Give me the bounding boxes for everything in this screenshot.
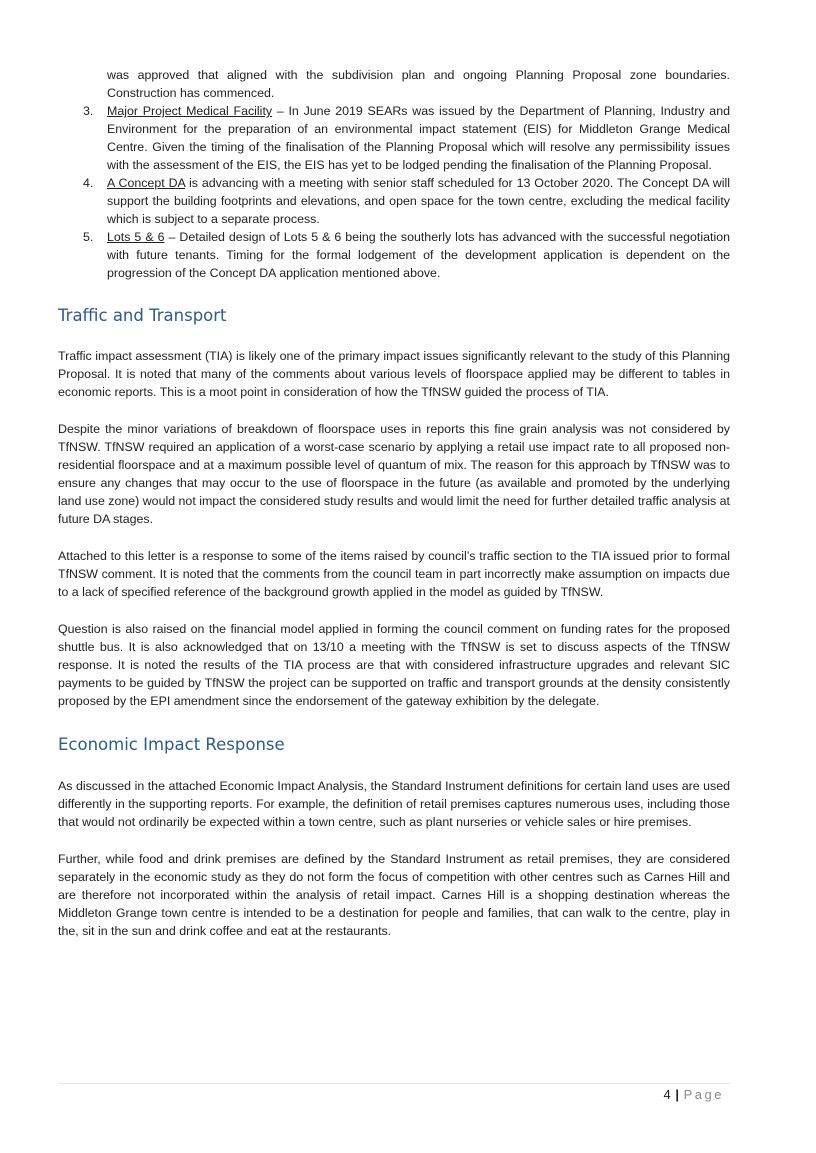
list-item-title: A Concept DA xyxy=(107,176,186,190)
traffic-heading: Traffic and Transport xyxy=(58,306,227,325)
traffic-paragraph: Traffic impact assessment (TIA) is likely one of the primary impact issues significantly relevant to the study of this Planning Proposal. It is noted that many of the comments about various levels of floorspace applied may be different to tables in economic reports. This is a moot point in consideration of how the TfNSW guided the process of TIA. xyxy=(58,349,730,399)
document-page xyxy=(58,66,730,940)
economic-heading: Economic Impact Response xyxy=(58,735,285,754)
list-item-text: – Detailed design of Lots 5 & 6 being the southerly lots has advanced with the successful negotiation with future tenants. Timing for the formal lodgement of the development application is dependent on the progression of the Concept DA application mentioned above. xyxy=(107,230,730,280)
list-item-text: – In June 2019 SEARs was issued by the Department of Planning, Industry and Environment for the preparation of an environmental impact statement (EIS) for Middleton Grange Medical Centre. Given the timing of the finalisation of the Planning Proposal which will resolve any permissibility issues with the assessment of the EIS, the EIS has yet to be lodged pending the finalisation of the Planning Proposal. xyxy=(107,104,730,172)
list-item xyxy=(58,102,730,174)
list-number: 5. xyxy=(83,230,94,244)
page-number: 4 xyxy=(663,1087,672,1102)
economic-paragraph: Further, while food and drink premises are defined by the Standard Instrument as retail premises, they are considered separately in the economic study as they do not form the focus of competition with other centres such as Carnes Hill and are therefore not incorporated within the analysis of retail impact. Carnes Hill is a shopping destination whereas the Middleton Grange town centre is intended to be a destination for people and families, that can walk to the centre, play in the, sit in the sun and drink coffee and eat at the restaurants. xyxy=(58,852,730,938)
list-number: 3. xyxy=(83,104,94,118)
traffic-paragraph: Despite the minor variations of breakdown of floorspace uses in reports this fine grain analysis was not considered by TfNSW. TfNSW required an application of a worst-case scenario by applying a retail use impact rate to all proposed non-residential floorspace and at a maximum possible level of quantum of mix. The reason for this approach by TfNSW was to ensure any changes that may occur to the use of floorspace in the future (as available and promoted by the underlying land use zone) would not impact the considered study results and would limit the need for further detailed traffic analysis at future DA stages. xyxy=(58,422,730,526)
list-item-title: Lots 5 & 6 xyxy=(107,230,165,244)
list-item xyxy=(58,228,730,282)
list-item xyxy=(58,174,730,228)
list-number: 4. xyxy=(83,176,94,190)
continuation-text: was approved that aligned with the subdivision plan and ongoing Planning Proposal zone boundaries. Construction has commenced. xyxy=(107,68,730,100)
page-label: Page xyxy=(683,1087,724,1102)
economic-paragraph: As discussed in the attached Economic Impact Analysis, the Standard Instrument definitions for certain land uses are used differently in the supporting reports. For example, the definition of retail premises captures numerous uses, including those that would not ordinarily be expected within a town centre, such as plant nurseries or vehicle sales or hire premises. xyxy=(58,779,730,829)
list-item-text: is advancing with a meeting with senior staff scheduled for 13 October 2020. The Concept DA will support the building footprints and elevations, and open space for the town centre, excluding the medical facility which is subject to a separate process. xyxy=(107,176,730,226)
list-item-title: Major Project Medical Facility xyxy=(107,104,273,118)
footer-divider xyxy=(58,1083,730,1084)
page-footer xyxy=(664,1087,725,1102)
footer-separator: | xyxy=(675,1087,680,1102)
traffic-paragraph: Question is also raised on the financial model applied in forming the council comment on funding rates for the proposed shuttle bus. It is also acknowledged that on 13/10 a meeting with the TfNSW is set to discuss aspects of the TfNSW response. It is noted the results of the TIA process are that with considered infrastructure upgrades and relevant SIC payments to be guided by TfNSW the project can be supported on traffic and transport grounds at the density consistently proposed by the EPI amendment since the endorsement of the gateway exhibition by the delegate. xyxy=(58,622,730,708)
numbered-list xyxy=(58,102,730,282)
traffic-paragraph: Attached to this letter is a response to some of the items raised by council’s traffic section to the TIA issued prior to formal TfNSW comment. It is noted that the comments from the council team in part incorrectly make assumption on impacts due to a lack of specified reference of the background growth applied in the model as guided by TfNSW. xyxy=(58,549,730,599)
